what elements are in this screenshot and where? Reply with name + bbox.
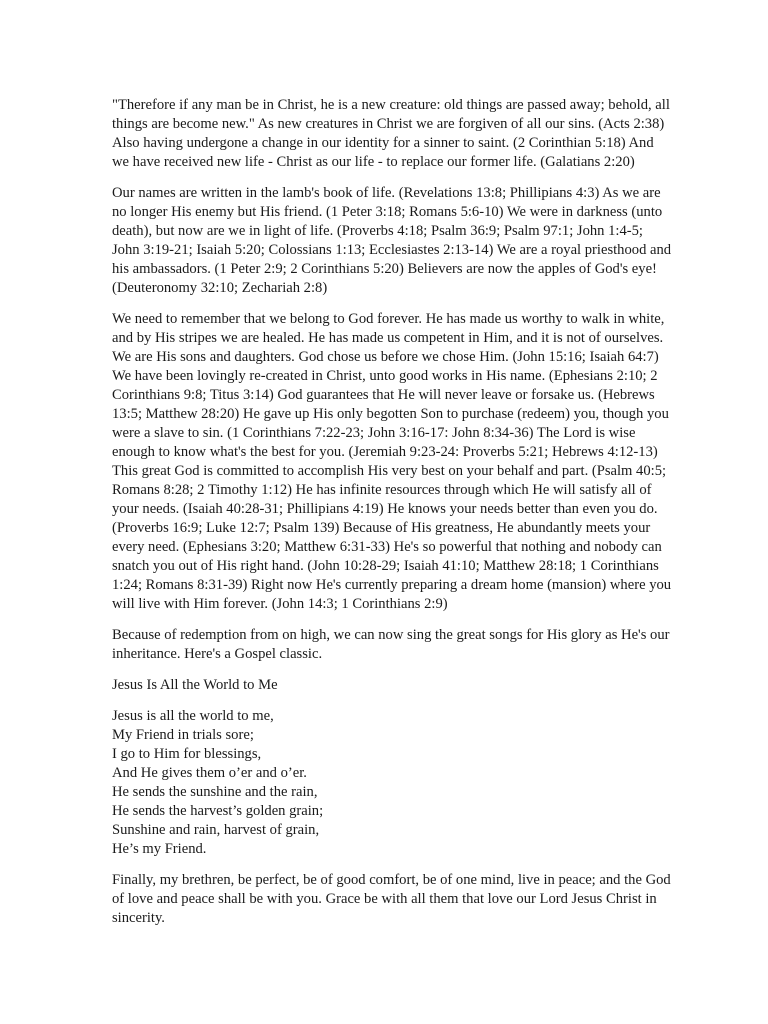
song-line: I go to Him for blessings, [112,746,262,762]
paragraph-closing-blessing: Finally, my brethren, be perfect, be of good comfort, be of one mind, live in peace; and the God of love and peace shall be with you. Grace be with all them that love our Lord Jesus Christ in sincerity. [112,872,671,926]
song-line: He’s my Friend. [112,841,207,857]
song-line: Sunshine and rain, harvest of grain, [112,822,320,838]
song-line: And He gives them o’er and o’er. [112,765,307,781]
paragraph-belong-to-god: We need to remember that we belong to God forever. He has made us worthy to walk in white, and by His stripes we are healed. He has made us competent in Him, and it is not of ourselves. We are His sons and daughters. God chose us before we chose Him. (John 15:16; Isaiah 64:7) We have been lovingly re-created in Christ, unto good works in His name. (Ephesians 2:10; 2 Corinthians 9:8; Titus 3:14) God guarantees that He will never leave or forsake us. (Hebrews 13:5; Matthew 28:20) He gave up His only begotten Son to purchase (redeem) you, though you were a slave to sin. (1 Corinthians 7:22-23; John 3:16-17: John 8:34-36) The Lord is wise enough to know what's the best for you. (Jeremiah 9:23-24: Proverbs 5:21; Hebrews 4:12-13) This great God is committed to accomplish His very best on your behalf and part. (Psalm 40:5; Romans 8:28; 2 Timothy 1:12) He has infinite resources through which He will satisfy all of your needs. (Isaiah 40:28-31; Phillipians 4:19) He knows your needs better than even you do. (Proverbs 16:9; Luke 12:7; Psalm 139) Because of His greatness, He abundantly meets your every need. (Ephesians 3:20; Matthew 6:31-33) He's so powerful that nothing and nobody can snatch you out of His right hand. (John 10:28-29; Isaiah 41:10; Matthew 28:18; 1 Corinthians 1:24; Romans 8:31-39) Right now He's currently preparing a dream home (mansion) where you will live with Him forever. (John 14:3; 1 Corinthians 2:9) [112,311,672,612]
document-page [112,96,672,940]
paragraph-redemption: Because of redemption from on high, we can now sing the great songs for His glory as He's our inheritance. Here's a Gospel classic. [112,627,670,662]
song-line: He sends the sunshine and the rain, [112,784,318,800]
song-lyrics [112,707,672,859]
song-line: My Friend in trials sore; [112,727,254,743]
song-line: Jesus is all the world to me, [112,708,274,724]
song-title: Jesus Is All the World to Me [112,677,278,693]
paragraph-book-of-life: Our names are written in the lamb's book of life. (Revelations 13:8; Phillipians 4:3) As we are no longer His enemy but His friend. (1 Peter 3:18; Romans 5:6-10) We were in darkness (unto death), but now are we in light of life. (Proverbs 4:18; Psalm 36:9; Psalm 97:1; John 1:4-5; John 3:19-21; Isaiah 5:20; Colossians 1:13; Ecclesiastes 2:13-14) We are a royal priesthood and his ambassadors. (1 Peter 2:9; 2 Corinthians 5:20) Believers are now the apples of God's eye! (Deuteronomy 32:10; Zechariah 2:8) [112,185,672,296]
paragraph-new-creature: "Therefore if any man be in Christ, he is a new creature: old things are passed away; behold, all things are become new." As new creatures in Christ we are forgiven of all our sins. (Acts 2:38) Also having undergone a change in our identity for a sinner to saint. (2 Corinthian 5:18) And we have received new life - Christ as our life - to replace our former life. (Galatians 2:20) [112,97,670,170]
song-line: He sends the harvest’s golden grain; [112,803,324,819]
